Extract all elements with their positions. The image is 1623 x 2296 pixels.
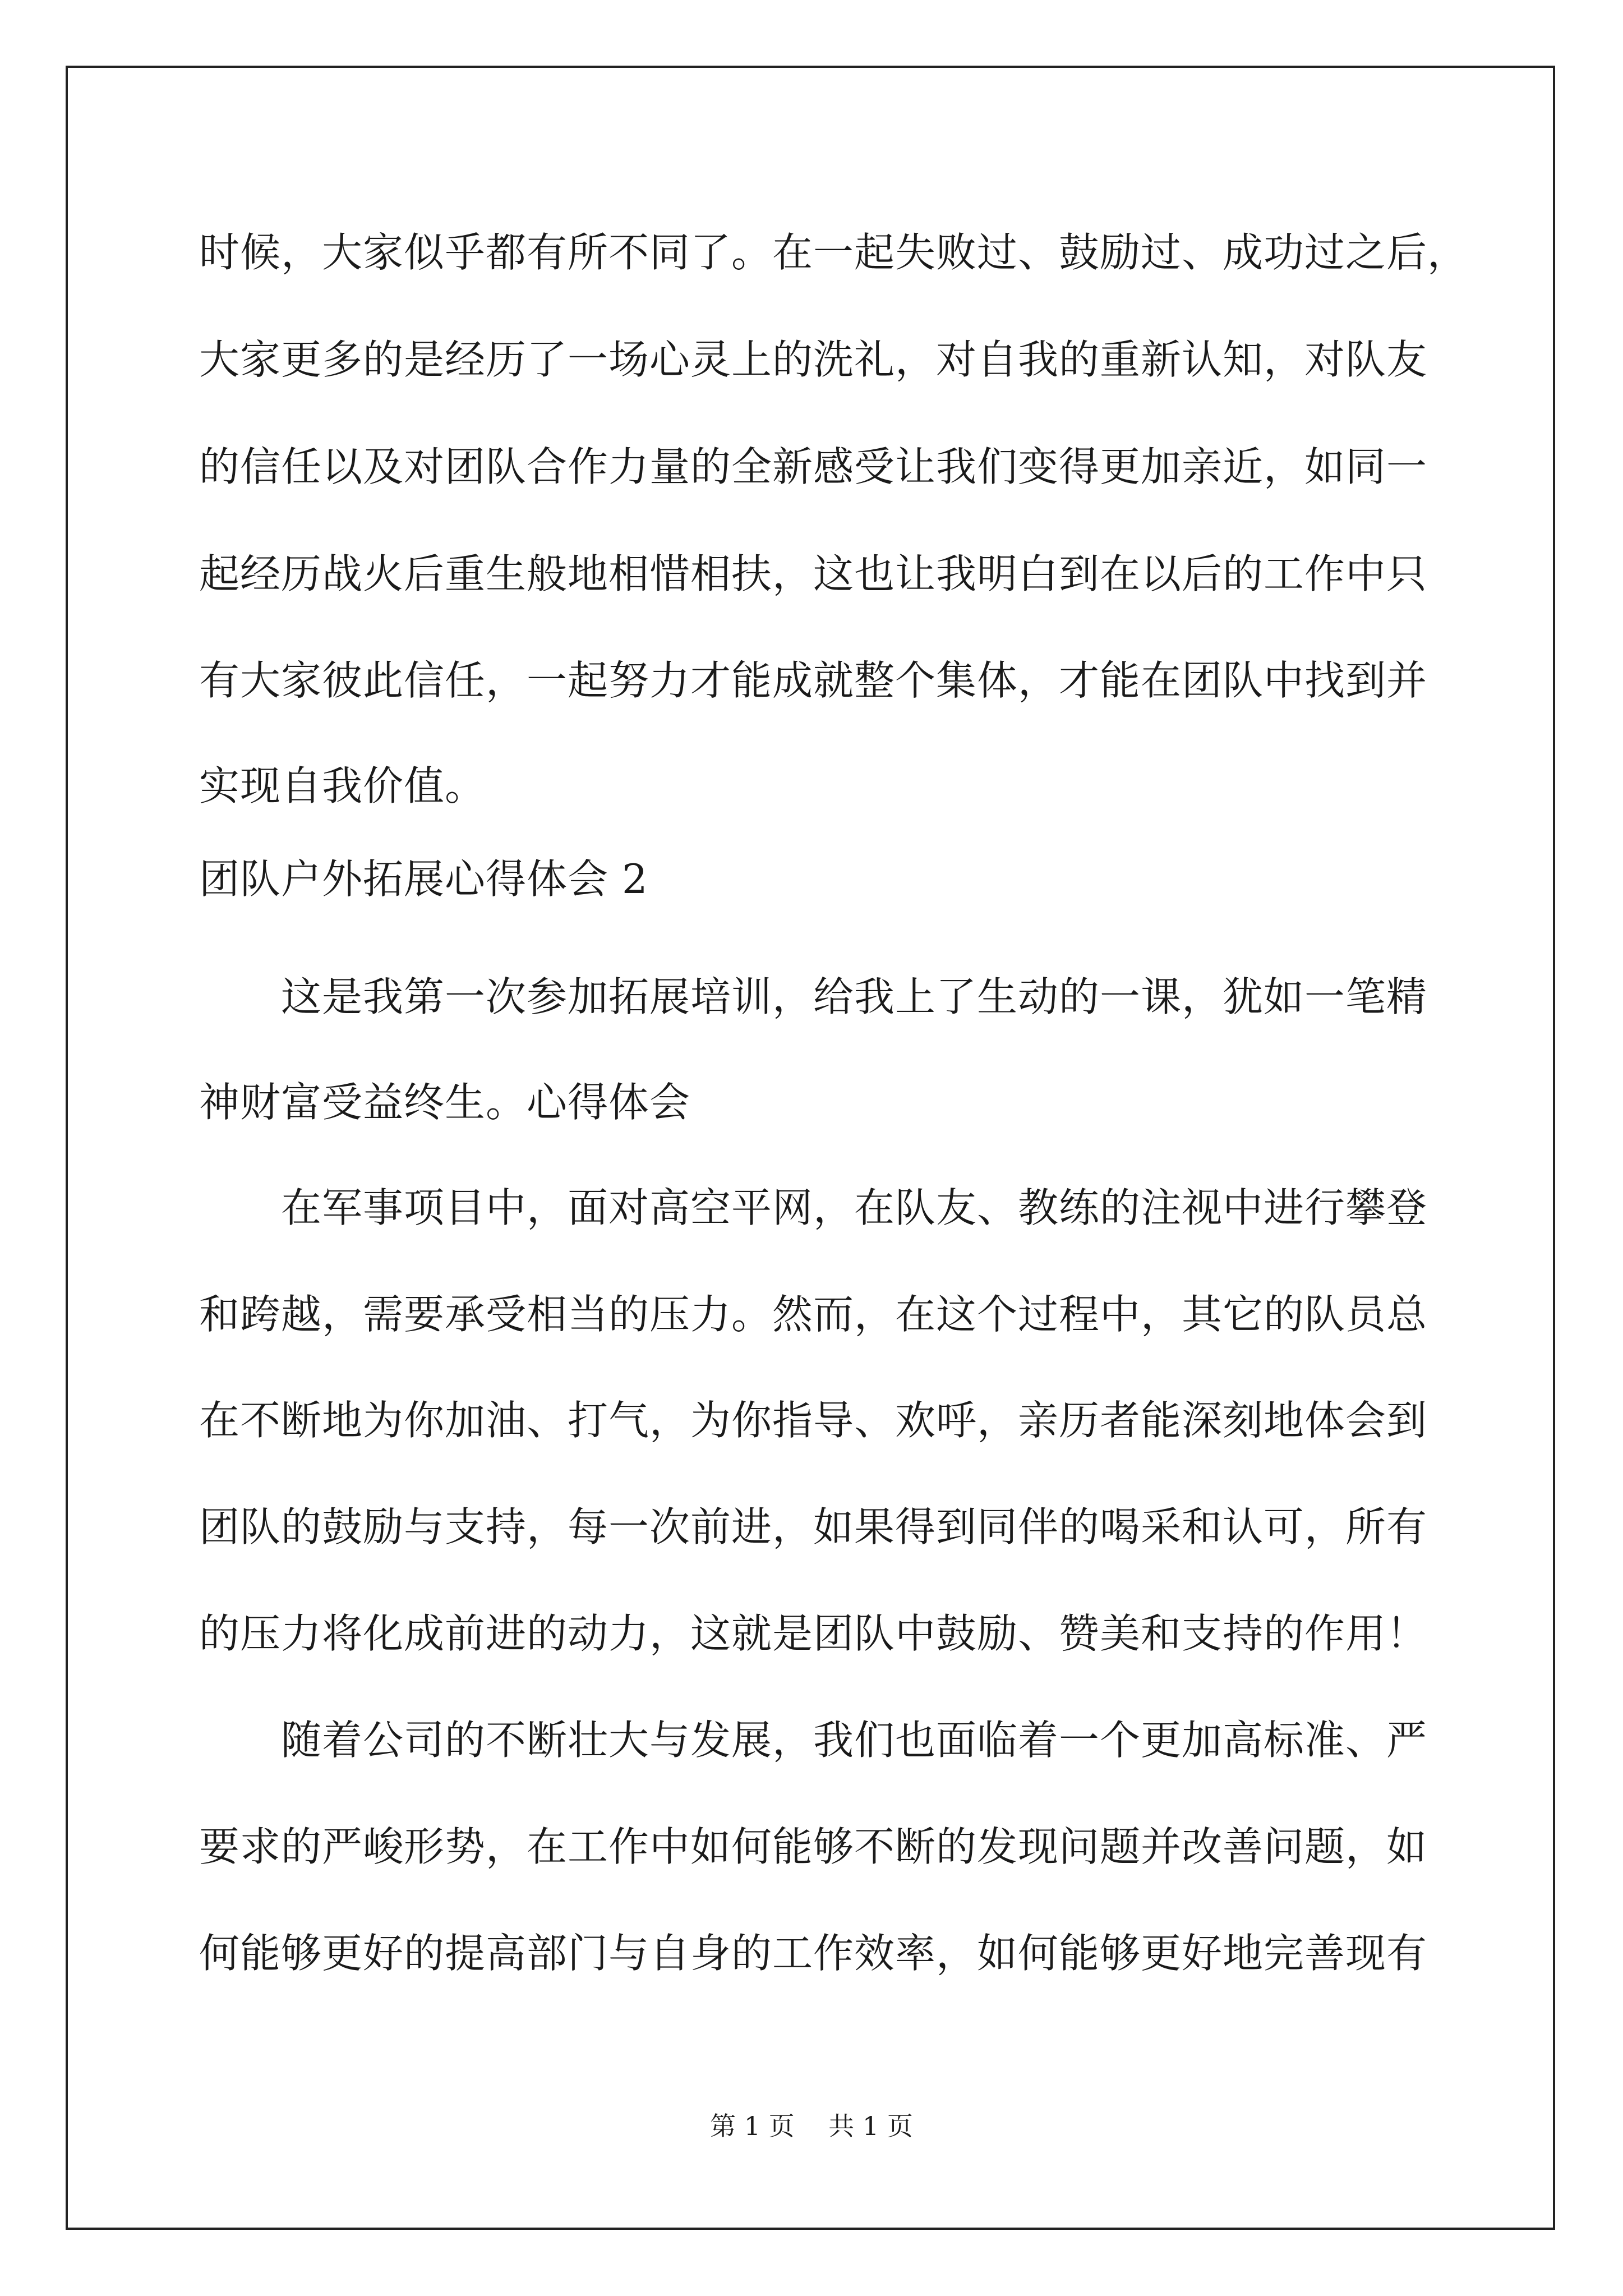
text-line: 团队的鼓励与支持，每一次前进，如果得到同伴的喝采和认可，所有 bbox=[199, 1503, 1428, 1550]
text-line: 起经历战火后重生般地相惜相扶，这也让我明白到在以后的工作中只 bbox=[199, 550, 1428, 597]
text-line: 这是我第一次参加拓展培训，给我上了生动的一课，犹如一笔精 bbox=[199, 973, 1428, 1020]
text-line: 何能够更好的提高部门与自身的工作效率，如何能够更好地完善现有 bbox=[199, 1930, 1428, 1977]
text-line: 随着公司的不断壮大与发展，我们也面临着一个更加高标准、严 bbox=[199, 1717, 1428, 1764]
text-line: 实现自我价值。 bbox=[199, 762, 486, 809]
text-line: 在军事项目中，面对高空平网，在队友、教练的注视中进行攀登 bbox=[199, 1184, 1428, 1231]
page-border bbox=[66, 66, 1555, 2230]
text-line: 大家更多的是经历了一场心灵上的洗礼，对自我的重新认知，对队友 bbox=[199, 336, 1428, 383]
text-line: 和跨越，需要承受相当的压力。然而，在这个过程中，其它的队员总 bbox=[199, 1291, 1428, 1338]
text-line: 的压力将化成前进的动力，这就是团队中鼓励、赞美和支持的作用！ bbox=[199, 1610, 1428, 1657]
text-line: 要求的严峻形势，在工作中如何能够不断的发现问题并改善问题，如 bbox=[199, 1823, 1428, 1870]
text-line: 在不断地为你加油、打气，为你指导、欢呼，亲历者能深刻地体会到 bbox=[199, 1397, 1428, 1444]
text-line: 时候，大家似乎都有所不同了。在一起失败过、鼓励过、成功过之后， bbox=[199, 229, 1469, 276]
page-footer: 第 1 页 共 1 页 bbox=[710, 2111, 913, 2141]
text-line: 有大家彼此信任，一起努力才能成就整个集体，才能在团队中找到并 bbox=[199, 657, 1428, 704]
text-line: 神财富受益终生。心得体会 bbox=[199, 1079, 691, 1126]
text-line: 的信任以及对团队合作力量的全新感受让我们变得更加亲近，如同一 bbox=[199, 443, 1428, 490]
section-heading: 团队户外拓展心得体会 2 bbox=[199, 855, 648, 903]
